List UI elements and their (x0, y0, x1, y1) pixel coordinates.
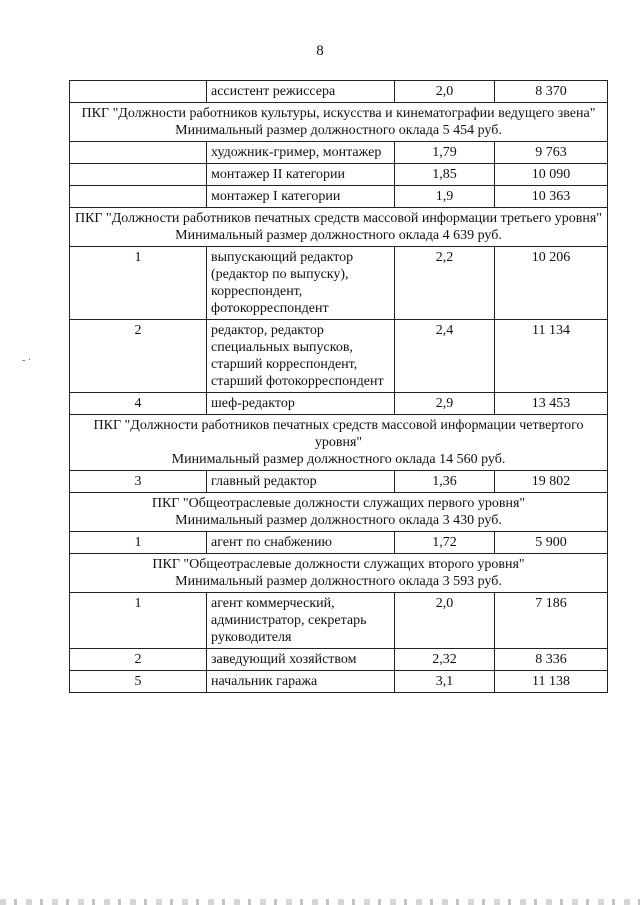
row-number-cell (70, 81, 207, 103)
position-cell: монтажер II категории (207, 164, 395, 186)
coefficient-cell: 3,1 (395, 671, 495, 693)
row-number-cell: 3 (70, 471, 207, 493)
group-min-salary: Минимальный размер должностного оклада 3 430 руб. (175, 513, 502, 528)
salary-cell: 13 453 (495, 393, 608, 415)
coefficient-cell: 1,72 (395, 532, 495, 554)
row-number-cell: 1 (70, 532, 207, 554)
table-row (70, 81, 608, 103)
position-cell: редактор, редактор специальных выпусков, старший корреспондент, старший фотокорреспондент (207, 320, 395, 393)
position-cell: агент по снабжению (207, 532, 395, 554)
coefficient-cell: 1,79 (395, 142, 495, 164)
salary-cell: 11 138 (495, 671, 608, 693)
position-cell: выпускающий редактор (редактор по выпуску), корреспондент, фотокорреспондент (207, 247, 395, 320)
position-cell: ассистент режиссера (207, 81, 395, 103)
group-title: ПКГ "Общеотраслевые должности служащих второго уровня" (152, 557, 525, 572)
coefficient-cell: 2,9 (395, 393, 495, 415)
position-cell: художник-гример, монтажер (207, 142, 395, 164)
table-row (70, 186, 608, 208)
salary-cell: 8 336 (495, 649, 608, 671)
coefficient-cell: 1,36 (395, 471, 495, 493)
group-min-salary: Минимальный размер должностного оклада 3 593 руб. (175, 574, 502, 589)
salary-cell: 5 900 (495, 532, 608, 554)
salary-cell: 7 186 (495, 593, 608, 649)
position-cell: заведующий хозяйством (207, 649, 395, 671)
group-title: ПКГ "Общеотраслевые должности служащих первого уровня" (151, 496, 526, 511)
salary-cell: 10 363 (495, 186, 608, 208)
table-row (70, 471, 608, 493)
position-cell: монтажер I категории (207, 186, 395, 208)
group-header-cell (70, 103, 608, 142)
salary-cell: 19 802 (495, 471, 608, 493)
coefficient-cell: 2,2 (395, 247, 495, 320)
row-number-cell: 2 (70, 320, 207, 393)
table-row (70, 320, 608, 393)
table-row (70, 247, 608, 320)
coefficient-cell: 1,85 (395, 164, 495, 186)
table-row (70, 142, 608, 164)
group-header-cell (70, 554, 608, 593)
group-min-salary: Минимальный размер должностного оклада 4 639 руб. (175, 228, 502, 243)
salary-cell: 9 763 (495, 142, 608, 164)
table-row (70, 649, 608, 671)
row-number-cell: 4 (70, 393, 207, 415)
group-header-cell (70, 493, 608, 532)
scan-edge-noise (0, 899, 640, 905)
group-title: ПКГ "Должности работников культуры, искусства и кинематографии ведущего звена" (81, 106, 596, 121)
salary-cell: 10 090 (495, 164, 608, 186)
group-header-row (70, 493, 608, 532)
group-header-row (70, 554, 608, 593)
table-row (70, 164, 608, 186)
row-number-cell: 1 (70, 247, 207, 320)
row-number-cell (70, 142, 207, 164)
position-cell: начальник гаража (207, 671, 395, 693)
row-number-cell: 1 (70, 593, 207, 649)
coefficient-cell: 2,32 (395, 649, 495, 671)
table-row (70, 671, 608, 693)
salary-cell: 10 206 (495, 247, 608, 320)
group-header-row (70, 415, 608, 471)
salary-table-body (70, 81, 608, 693)
group-header-row (70, 208, 608, 247)
group-header-cell (70, 415, 608, 471)
coefficient-cell: 2,0 (395, 81, 495, 103)
group-header-cell (70, 208, 608, 247)
position-cell: шеф-редактор (207, 393, 395, 415)
coefficient-cell: 2,0 (395, 593, 495, 649)
group-min-salary: Минимальный размер должностного оклада 14 560 руб. (171, 452, 506, 467)
coefficient-cell: 1,9 (395, 186, 495, 208)
table-row (70, 593, 608, 649)
position-cell: агент коммерческий, администратор, секретарь руководителя (207, 593, 395, 649)
group-title: ПКГ "Должности работников печатных средств массовой информации четвертого уровня" (93, 418, 584, 450)
position-cell: главный редактор (207, 471, 395, 493)
salary-table (69, 80, 608, 693)
group-min-salary: Минимальный размер должностного оклада 5 454 руб. (175, 123, 502, 138)
table-row (70, 532, 608, 554)
row-number-cell: 2 (70, 649, 207, 671)
coefficient-cell: 2,4 (395, 320, 495, 393)
table-row (70, 393, 608, 415)
scan-artifact: - · (22, 355, 32, 366)
salary-cell: 11 134 (495, 320, 608, 393)
group-title: ПКГ "Должности работников печатных средств массовой информации третьего уровня" (74, 211, 603, 226)
group-header-row (70, 103, 608, 142)
row-number-cell (70, 164, 207, 186)
row-number-cell: 5 (70, 671, 207, 693)
page-number: 8 (316, 43, 324, 59)
row-number-cell (70, 186, 207, 208)
salary-cell: 8 370 (495, 81, 608, 103)
